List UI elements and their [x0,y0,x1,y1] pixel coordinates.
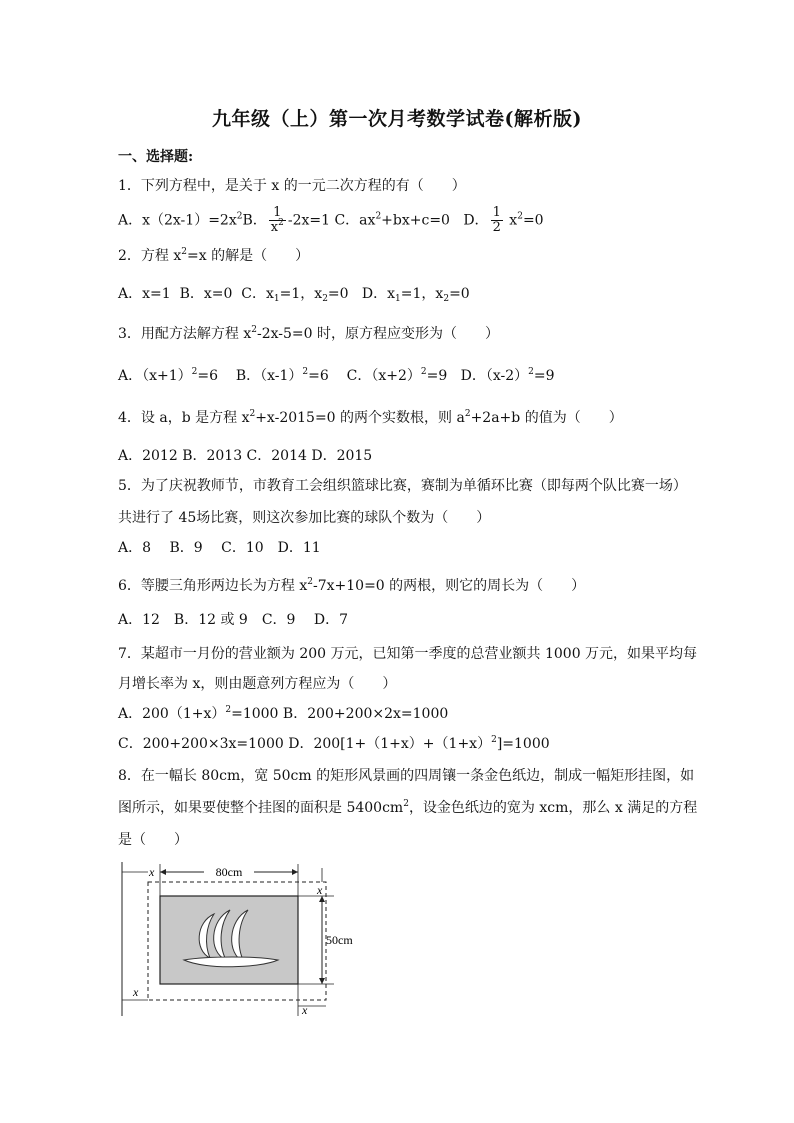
q2-stem-sup: 2 [181,247,187,257]
q2-stem-post: =x 的解是（ ） [187,248,310,264]
q1-b-label: B． [242,212,267,229]
q4-stem [118,408,623,428]
q3-b-pre: B．（x-1） [235,368,303,384]
q3-options [118,366,554,386]
q2-c-sub2: 2 [322,294,328,304]
q1-c-post: +bx+c=0 [381,212,450,229]
x-label-top-left: x [149,865,155,879]
q1-b-fraction [269,206,286,235]
section-heading: 一、选择题: [118,149,194,165]
q7-options-ab [118,704,448,724]
q4-stem-post: +2a+b 的值为（ ） [470,410,623,426]
q3-stem-post: -2x-5=0 时，原方程应变形为（ ） [257,326,500,342]
q4-options: A．2012 B．2013 C．2014 D．2015 [118,448,373,464]
q2-stem-pre: 2．方程 x [118,248,182,264]
q1-d-sup: 2 [517,211,523,222]
q1-c-text: C．ax [334,212,376,229]
q7-c-post: ]=1000 [496,736,550,752]
q1-d-base: x [504,212,518,229]
q1-d-fraction [491,206,503,235]
q2-d-pre: D．x [361,286,396,302]
q8-line2 [118,798,697,818]
q2-d-post: =0 [449,286,470,302]
q7-options-cd [118,734,550,754]
q4-stem-pre: 4．设 a，b 是方程 x [118,410,250,426]
q3-a-post: =6 [197,368,219,384]
q7-c-sup: 2 [491,735,497,745]
q3-d-sup: 2 [528,367,534,377]
q2-c-mid: =1，x [279,286,323,302]
q3-a-pre: A．（x+1） [118,368,192,384]
q2-options [118,284,470,304]
q2-d-sub1: 1 [395,294,401,304]
x-label-bottom-right: x [302,1003,308,1017]
q1-a-text: A．x（2x-1）=2x [118,212,237,229]
frame-diagram [118,860,358,1020]
q2-stem [118,246,309,266]
q6-stem-sup: 2 [307,577,313,587]
q1-b-num: 1 [269,206,286,221]
q3-c-post: =9 [426,368,448,384]
page-title: 九年级（上）第一次月考数学试卷(解析版) [212,108,582,130]
q3-b-sup: 2 [302,367,309,377]
q1-d-post: =0 [522,212,544,229]
q6-stem [118,576,585,596]
q7-a-pre: A．200（1+x） [118,706,226,722]
q1-b-den [269,218,286,235]
q2-c-post: =0 [327,286,349,302]
q1-d-num: 1 [492,205,501,220]
q3-d-post: =9 [533,368,555,384]
width-label: 50cm [326,933,353,947]
q4-stem-sup2: 2 [464,409,471,419]
q7-a-sup: 2 [225,705,232,715]
q6-options: A．12 B．12 或 9 C．9 D．7 [118,612,349,628]
q1-b-den-sup: 2 [278,218,284,228]
q3-a-sup: 2 [191,367,198,377]
inner-picture [160,896,298,984]
q8-line2-post: ，设金色纸边的宽为 xcm，那么 x 满足的方程 [408,800,698,816]
q2-b: B．x=0 [179,286,233,302]
q5-line1: 5．为了庆祝教师节，市教育工会组织篮球比赛，赛制为单循环比赛（即每两个队比赛一场） [118,478,687,494]
q8-line1: 8．在一幅长 80cm，宽 50cm 的矩形风景画的四周镶一条金色纸边，制成一幅矩形挂图，如 [118,768,695,784]
q1-b-post: -2x=1 [287,212,331,229]
length-label: 80cm [215,865,243,879]
q1-options [118,206,544,235]
q3-b-post: =6 [308,368,329,384]
q1-c-sup: 2 [375,211,382,222]
q7-line1: 7．某超市一月份的营业额为 200 万元，已知第一季度的总营业额共 1000 万元，如果平均每 [118,646,698,662]
q3-stem-pre: 3．用配方法解方程 x [118,326,252,342]
q2-c-sub1: 1 [273,294,280,304]
q3-c-pre: C．（x+2） [346,368,421,384]
q2-a: A．x=1 [118,286,171,302]
q3-c-sup: 2 [420,367,427,377]
q8-line2-sup: 2 [403,799,409,809]
x-label-top-right: x [317,883,323,897]
q3-stem-sup: 2 [251,325,257,335]
q2-d-mid: =1，x [400,286,444,302]
x-label-bottom-left: x [133,985,139,999]
q1-b-den-base: x [270,220,279,235]
q6-stem-pre: 6．等腰三角形两边长为方程 x [118,578,308,594]
q1-d-den: 2 [492,220,501,235]
q8-line2-pre: 图所示，如果要使整个挂图的面积是 5400cm [118,800,404,816]
q1-stem: 1．下列方程中，是关于 x 的一元二次方程的有（ ） [118,178,466,194]
q3-stem [118,324,499,344]
q8-line3: 是（ ） [118,832,188,848]
q4-stem-mid: +x-2015=0 的两个实数根，则 a [255,410,465,426]
q2-d-sub2: 2 [443,294,450,304]
q5-options: A．8 B．9 C．10 D．11 [118,540,321,556]
q7-a-post: =1000 B．200+200×2x=1000 [231,706,449,722]
q1-a-sup: 2 [236,211,243,222]
q3-d-pre: D．（x-2） [460,368,529,384]
q7-line2: 月增长率为 x，则由题意列方程应为（ ） [118,676,397,692]
q2-c-pre: C．x [241,286,274,302]
q7-c-pre: C．200+200×3x=1000 D．200[1+（1+x）+（1+x） [118,736,492,752]
q6-stem-post: -7x+10=0 的两根，则它的周长为（ ） [313,578,586,594]
q5-line2: 共进行了 45场比赛，则这次参加比赛的球队个数为（ ） [118,510,491,526]
q1-d-label: D． [463,212,489,229]
q4-stem-sup: 2 [249,409,256,419]
